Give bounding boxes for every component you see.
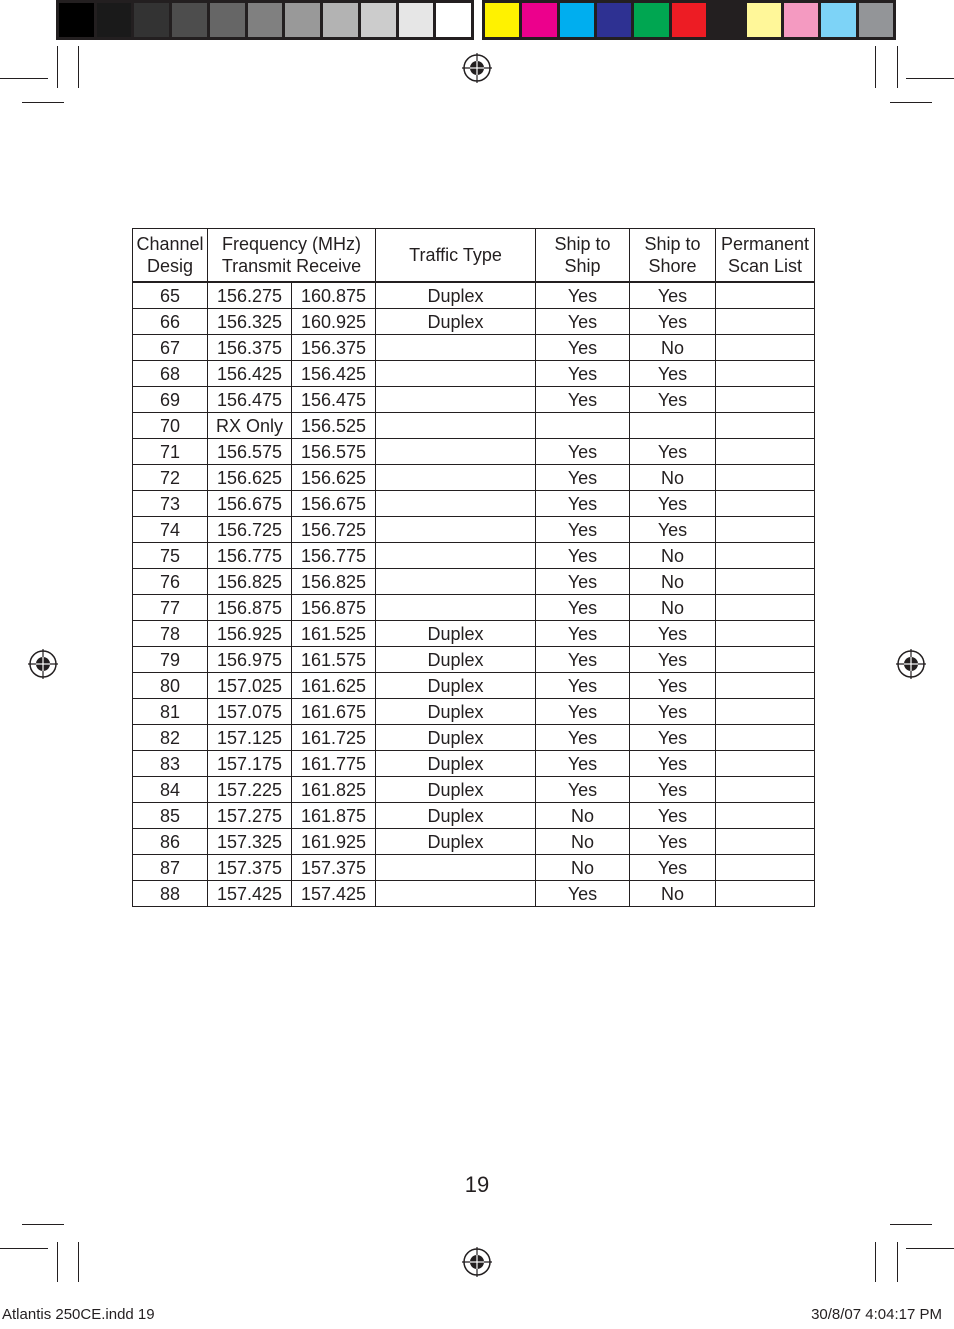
cell-ship-to-ship: Yes	[536, 569, 630, 595]
cell-receive: 161.825	[292, 777, 376, 803]
table-row	[133, 777, 815, 803]
table-row	[133, 699, 815, 725]
cell-receive: 156.575	[292, 439, 376, 465]
crop-mark	[0, 78, 48, 79]
cell-channel: 65	[133, 282, 208, 309]
cell-ship-to-shore: Yes	[630, 777, 716, 803]
cell-permanent-scan	[716, 309, 815, 335]
crop-mark	[906, 78, 954, 79]
cell-ship-to-ship: Yes	[536, 335, 630, 361]
table-row	[133, 491, 815, 517]
cell-permanent-scan	[716, 725, 815, 751]
cell-channel: 77	[133, 595, 208, 621]
cell-receive: 161.525	[292, 621, 376, 647]
cell-channel: 66	[133, 309, 208, 335]
cell-ship-to-shore: Yes	[630, 282, 716, 309]
table-row	[133, 647, 815, 673]
cell-receive: 156.375	[292, 335, 376, 361]
cell-permanent-scan	[716, 699, 815, 725]
cell-ship-to-shore: Yes	[630, 855, 716, 881]
cell-permanent-scan	[716, 543, 815, 569]
color-swatch	[784, 3, 818, 37]
table-row	[133, 751, 815, 777]
color-swatch	[821, 3, 855, 37]
cell-permanent-scan	[716, 595, 815, 621]
cell-transmit: 157.225	[208, 777, 292, 803]
cell-permanent-scan	[716, 282, 815, 309]
cell-ship-to-shore: Yes	[630, 829, 716, 855]
cell-ship-to-ship: No	[536, 855, 630, 881]
cell-ship-to-shore: Yes	[630, 751, 716, 777]
color-swatch	[485, 3, 519, 37]
cell-traffic-type	[376, 413, 536, 439]
crop-mark	[890, 1224, 932, 1225]
header-channel-desig: Channel Desig	[133, 229, 208, 283]
cell-traffic-type	[376, 335, 536, 361]
color-swatch	[323, 3, 358, 37]
cell-traffic-type	[376, 855, 536, 881]
cell-traffic-type	[376, 387, 536, 413]
cell-ship-to-ship	[536, 413, 630, 439]
cell-receive: 160.925	[292, 309, 376, 335]
cell-ship-to-ship: No	[536, 803, 630, 829]
cell-traffic-type: Duplex	[376, 673, 536, 699]
cell-transmit: 156.625	[208, 465, 292, 491]
table-row	[133, 829, 815, 855]
cell-traffic-type: Duplex	[376, 647, 536, 673]
color-swatch	[399, 3, 434, 37]
table-row	[133, 855, 815, 881]
cell-receive: 156.425	[292, 361, 376, 387]
cell-transmit: 157.075	[208, 699, 292, 725]
registration-mark-icon	[462, 53, 492, 83]
process-color-bar	[482, 0, 896, 40]
table-row	[133, 595, 815, 621]
color-swatch	[859, 3, 893, 37]
color-swatch	[248, 3, 283, 37]
cell-ship-to-shore: No	[630, 465, 716, 491]
cell-transmit: 156.925	[208, 621, 292, 647]
color-swatch	[172, 3, 207, 37]
crop-mark	[890, 102, 932, 103]
channel-table	[132, 228, 815, 907]
cell-receive: 161.925	[292, 829, 376, 855]
cell-traffic-type: Duplex	[376, 309, 536, 335]
crop-mark	[57, 1242, 58, 1282]
cell-channel: 76	[133, 569, 208, 595]
cell-receive: 156.875	[292, 595, 376, 621]
cell-ship-to-shore: No	[630, 595, 716, 621]
cell-ship-to-ship: Yes	[536, 881, 630, 907]
cell-permanent-scan	[716, 673, 815, 699]
cell-receive: 161.575	[292, 647, 376, 673]
cell-channel: 75	[133, 543, 208, 569]
cell-ship-to-shore: Yes	[630, 491, 716, 517]
cell-traffic-type: Duplex	[376, 777, 536, 803]
cell-transmit: 156.775	[208, 543, 292, 569]
color-swatch	[522, 3, 556, 37]
cell-permanent-scan	[716, 881, 815, 907]
cell-traffic-type: Duplex	[376, 803, 536, 829]
cell-ship-to-shore: Yes	[630, 361, 716, 387]
table-row	[133, 335, 815, 361]
cell-ship-to-shore: Yes	[630, 621, 716, 647]
cell-traffic-type: Duplex	[376, 621, 536, 647]
cell-traffic-type	[376, 543, 536, 569]
cell-ship-to-shore: Yes	[630, 673, 716, 699]
cell-ship-to-ship: Yes	[536, 725, 630, 751]
cell-ship-to-ship: Yes	[536, 517, 630, 543]
cell-traffic-type	[376, 491, 536, 517]
cell-ship-to-shore: No	[630, 881, 716, 907]
header-ship-to-shore: Ship to Shore	[630, 229, 716, 283]
cell-transmit: 156.825	[208, 569, 292, 595]
cell-channel: 81	[133, 699, 208, 725]
crop-mark	[78, 46, 79, 88]
table-row	[133, 439, 815, 465]
cell-channel: 83	[133, 751, 208, 777]
cell-ship-to-shore: Yes	[630, 699, 716, 725]
table-row	[133, 465, 815, 491]
cell-traffic-type	[376, 465, 536, 491]
cell-channel: 78	[133, 621, 208, 647]
cell-ship-to-shore: Yes	[630, 803, 716, 829]
header-permanent-scan-list: Permanent Scan List	[716, 229, 815, 283]
crop-mark	[906, 1248, 954, 1249]
cell-traffic-type	[376, 595, 536, 621]
table-row	[133, 413, 815, 439]
table-row	[133, 803, 815, 829]
table-row	[133, 361, 815, 387]
cell-receive: 156.775	[292, 543, 376, 569]
cell-transmit: 156.475	[208, 387, 292, 413]
table-row	[133, 543, 815, 569]
timestamp-slug: 30/8/07 4:04:17 PM	[811, 1306, 942, 1323]
table-row	[133, 673, 815, 699]
cell-transmit: 156.375	[208, 335, 292, 361]
cell-ship-to-ship: Yes	[536, 309, 630, 335]
cell-ship-to-ship: Yes	[536, 491, 630, 517]
crop-mark	[78, 1242, 79, 1282]
cell-receive: 157.425	[292, 881, 376, 907]
cell-permanent-scan	[716, 517, 815, 543]
cell-channel: 70	[133, 413, 208, 439]
cell-traffic-type	[376, 517, 536, 543]
crop-mark	[57, 46, 58, 88]
cell-receive: 156.475	[292, 387, 376, 413]
cell-traffic-type	[376, 361, 536, 387]
header-traffic-type: Traffic Type	[376, 229, 536, 283]
registration-mark-icon	[462, 1247, 492, 1277]
color-swatch	[210, 3, 245, 37]
cell-ship-to-shore: Yes	[630, 309, 716, 335]
cell-ship-to-shore: Yes	[630, 517, 716, 543]
cell-receive: 156.625	[292, 465, 376, 491]
registration-mark-icon	[28, 649, 58, 679]
cell-transmit: 157.375	[208, 855, 292, 881]
cell-receive: 161.875	[292, 803, 376, 829]
cell-ship-to-ship: Yes	[536, 387, 630, 413]
cell-receive: 156.525	[292, 413, 376, 439]
table-row	[133, 282, 815, 309]
table-row	[133, 387, 815, 413]
cell-permanent-scan	[716, 621, 815, 647]
cell-ship-to-ship: Yes	[536, 777, 630, 803]
color-swatch	[560, 3, 594, 37]
cell-transmit: 157.125	[208, 725, 292, 751]
grayscale-color-bar	[56, 0, 474, 40]
cell-transmit: RX Only	[208, 413, 292, 439]
cell-channel: 85	[133, 803, 208, 829]
cell-receive: 156.675	[292, 491, 376, 517]
cell-receive: 157.375	[292, 855, 376, 881]
cell-permanent-scan	[716, 413, 815, 439]
table-row	[133, 621, 815, 647]
cell-ship-to-ship: Yes	[536, 673, 630, 699]
file-slug: Atlantis 250CE.indd 19	[2, 1306, 155, 1323]
cell-channel: 88	[133, 881, 208, 907]
color-swatch	[361, 3, 396, 37]
cell-receive: 161.775	[292, 751, 376, 777]
color-swatch	[436, 3, 471, 37]
cell-ship-to-shore: Yes	[630, 647, 716, 673]
color-swatch	[134, 3, 169, 37]
cell-ship-to-ship: Yes	[536, 543, 630, 569]
cell-ship-to-shore: Yes	[630, 439, 716, 465]
cell-channel: 82	[133, 725, 208, 751]
cell-permanent-scan	[716, 647, 815, 673]
table-row	[133, 517, 815, 543]
cell-permanent-scan	[716, 465, 815, 491]
cell-channel: 74	[133, 517, 208, 543]
cell-channel: 71	[133, 439, 208, 465]
cell-channel: 68	[133, 361, 208, 387]
cell-channel: 84	[133, 777, 208, 803]
cell-permanent-scan	[716, 777, 815, 803]
cell-transmit: 156.425	[208, 361, 292, 387]
cell-receive: 156.725	[292, 517, 376, 543]
cell-traffic-type: Duplex	[376, 282, 536, 309]
cell-transmit: 156.275	[208, 282, 292, 309]
cell-ship-to-shore: Yes	[630, 725, 716, 751]
cell-receive: 160.875	[292, 282, 376, 309]
cell-transmit: 157.175	[208, 751, 292, 777]
crop-mark	[22, 102, 64, 103]
cell-channel: 87	[133, 855, 208, 881]
cell-traffic-type	[376, 439, 536, 465]
cell-transmit: 156.725	[208, 517, 292, 543]
cell-traffic-type	[376, 881, 536, 907]
cell-permanent-scan	[716, 829, 815, 855]
cell-ship-to-ship: Yes	[536, 595, 630, 621]
color-swatch	[747, 3, 781, 37]
cell-channel: 86	[133, 829, 208, 855]
cell-ship-to-ship: Yes	[536, 282, 630, 309]
cell-channel: 79	[133, 647, 208, 673]
color-swatch	[285, 3, 320, 37]
cell-ship-to-shore: Yes	[630, 387, 716, 413]
cell-transmit: 156.325	[208, 309, 292, 335]
registration-mark-icon	[896, 649, 926, 679]
cell-transmit: 157.275	[208, 803, 292, 829]
cell-transmit: 156.575	[208, 439, 292, 465]
cell-traffic-type: Duplex	[376, 751, 536, 777]
cell-permanent-scan	[716, 361, 815, 387]
table-row	[133, 309, 815, 335]
table-row	[133, 881, 815, 907]
cell-channel: 73	[133, 491, 208, 517]
cell-transmit: 156.675	[208, 491, 292, 517]
cell-channel: 69	[133, 387, 208, 413]
cell-permanent-scan	[716, 491, 815, 517]
cell-permanent-scan	[716, 335, 815, 361]
table-row	[133, 569, 815, 595]
cell-receive: 161.625	[292, 673, 376, 699]
color-swatch	[597, 3, 631, 37]
cell-ship-to-shore	[630, 413, 716, 439]
cell-permanent-scan	[716, 855, 815, 881]
cell-ship-to-shore: No	[630, 569, 716, 595]
color-swatch	[59, 3, 94, 37]
table-header-row	[133, 229, 815, 283]
color-swatch	[709, 3, 743, 37]
color-swatch	[672, 3, 706, 37]
cell-ship-to-shore: No	[630, 335, 716, 361]
cell-channel: 80	[133, 673, 208, 699]
cell-ship-to-ship: Yes	[536, 439, 630, 465]
cell-transmit: 157.425	[208, 881, 292, 907]
cell-receive: 156.825	[292, 569, 376, 595]
cell-channel: 72	[133, 465, 208, 491]
cell-ship-to-ship: Yes	[536, 465, 630, 491]
crop-mark	[875, 46, 876, 88]
cell-permanent-scan	[716, 803, 815, 829]
cell-transmit: 156.875	[208, 595, 292, 621]
cell-traffic-type: Duplex	[376, 725, 536, 751]
cell-ship-to-ship: No	[536, 829, 630, 855]
cell-permanent-scan	[716, 387, 815, 413]
crop-mark	[897, 1242, 898, 1282]
cell-ship-to-ship: Yes	[536, 647, 630, 673]
crop-mark	[0, 1248, 48, 1249]
cell-ship-to-ship: Yes	[536, 361, 630, 387]
cell-permanent-scan	[716, 569, 815, 595]
color-swatch	[634, 3, 668, 37]
cell-ship-to-ship: Yes	[536, 699, 630, 725]
cell-ship-to-shore: No	[630, 543, 716, 569]
page-number: 19	[464, 1172, 490, 1197]
cell-traffic-type: Duplex	[376, 829, 536, 855]
cell-traffic-type: Duplex	[376, 699, 536, 725]
cell-permanent-scan	[716, 751, 815, 777]
header-ship-to-ship: Ship to Ship	[536, 229, 630, 283]
cell-ship-to-ship: Yes	[536, 751, 630, 777]
cell-transmit: 156.975	[208, 647, 292, 673]
cell-ship-to-ship: Yes	[536, 621, 630, 647]
cell-transmit: 157.325	[208, 829, 292, 855]
header-frequency: Frequency (MHz) Transmit Receive	[208, 229, 376, 283]
cell-receive: 161.675	[292, 699, 376, 725]
crop-mark	[875, 1242, 876, 1282]
cell-receive: 161.725	[292, 725, 376, 751]
crop-mark	[897, 46, 898, 88]
crop-mark	[22, 1224, 64, 1225]
color-swatch	[97, 3, 132, 37]
table-row	[133, 725, 815, 751]
cell-traffic-type	[376, 569, 536, 595]
cell-permanent-scan	[716, 439, 815, 465]
cell-transmit: 157.025	[208, 673, 292, 699]
cell-channel: 67	[133, 335, 208, 361]
